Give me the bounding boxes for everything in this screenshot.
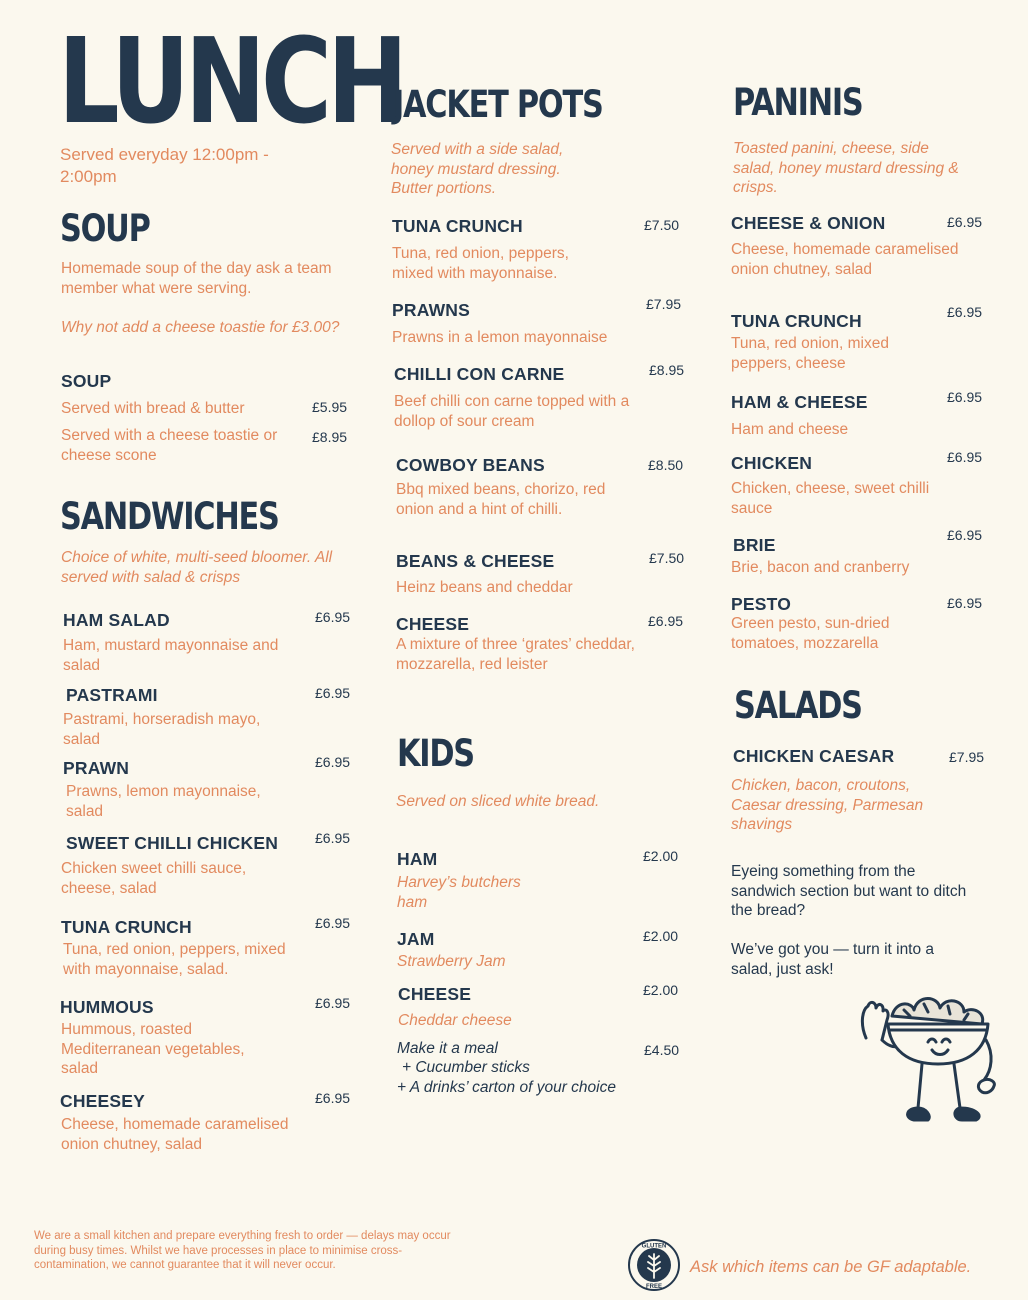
jacket-pot-price: £8.95: [649, 362, 685, 378]
sandwich-desc: Hummous, roasted Mediterranean vegetables, salad: [61, 1021, 245, 1077]
panini-desc: Cheese, homemade caramelised onion chutney, salad: [731, 241, 959, 278]
kids-item-price: £2.00: [643, 928, 679, 944]
panini-price: £6.95: [947, 389, 983, 405]
sandwich-desc: Pastrami, horseradish mayo, salad: [63, 711, 261, 748]
salad-price: £7.95: [949, 749, 985, 765]
kids-item-desc: Harvey’s butchers ham: [397, 874, 521, 911]
kids-item-name: HAM: [397, 849, 438, 869]
jacket-pot-name: BEANS & CHEESE: [396, 551, 555, 571]
kids-meal-price: £4.50: [644, 1042, 680, 1058]
jacket-pot-price: £6.95: [648, 613, 684, 629]
badge-bottom-text: FREE: [645, 1284, 663, 1290]
jacket-pot-name: CHEESE: [396, 614, 470, 634]
sandwich-desc: Cheese, homemade caramelised onion chutney, salad: [61, 1116, 289, 1153]
kids-meal-line: + A drinks’ carton of your choice: [397, 1079, 616, 1096]
paninis-heading: PANINIS: [733, 81, 863, 124]
sandwich-desc: Prawns, lemon mayonnaise, salad: [66, 783, 261, 820]
soup-option-price: £8.95: [312, 429, 348, 445]
panini-price: £6.95: [947, 449, 983, 465]
sandwich-name: TUNA CRUNCH: [61, 917, 192, 937]
served-hours: Served everyday 12:00pm - 2:00pm: [60, 145, 269, 186]
panini-desc: Chicken, cheese, sweet chilli sauce: [731, 480, 930, 517]
sandwiches-heading: SANDWICHES: [60, 495, 279, 538]
panini-price: £6.95: [947, 527, 983, 543]
jacket-pot-name: PRAWNS: [392, 300, 471, 320]
panini-price: £6.95: [947, 214, 983, 230]
sandwich-price: £6.95: [315, 915, 351, 931]
gluten-free-badge-icon: [627, 1238, 681, 1292]
allergen-disclaimer: We are a small kitchen and prepare everything fresh to order — delays may occur during busy times. Whilst we have processes in place to minimise cross-contamination, we cannot guarantee that it will never occur.: [34, 1230, 451, 1271]
sandwich-price: £6.95: [315, 830, 351, 846]
salad-note: We’ve got you — turn it into a salad, just ask!: [731, 941, 935, 978]
panini-name: CHICKEN: [731, 453, 813, 473]
sandwich-desc: Tuna, red onion, peppers, mixed with mayonnaise, salad.: [63, 941, 286, 978]
sandwiches-intro: Choice of white, multi-seed bloomer. All served with salad & crisps: [61, 549, 333, 586]
panini-desc: Ham and cheese: [731, 421, 849, 438]
soup-intro: Homemade soup of the day ask a team member what were serving.: [61, 260, 332, 297]
jacket-pot-name: COWBOY BEANS: [396, 455, 545, 475]
panini-name: TUNA CRUNCH: [731, 311, 862, 331]
soup-item-name: SOUP: [61, 371, 112, 391]
panini-desc: Green pesto, sun-dried tomatoes, mozzarella: [731, 615, 890, 652]
kids-item-name: JAM: [397, 929, 435, 949]
jacket-pot-name: TUNA CRUNCH: [392, 216, 523, 236]
kids-meal-line: + Cucumber sticks: [402, 1059, 530, 1076]
sandwich-price: £6.95: [315, 685, 351, 701]
kids-heading: KIDS: [397, 732, 474, 775]
kids-meal-title: Make it a meal: [397, 1040, 498, 1057]
panini-name: PESTO: [731, 594, 792, 614]
menu-title: LUNCH: [58, 12, 404, 150]
panini-name: BRIE: [733, 535, 776, 555]
jacket-pot-price: £7.95: [646, 296, 682, 312]
jacket-pot-desc: Heinz beans and cheddar: [396, 579, 573, 596]
sandwich-name: PASTRAMI: [66, 685, 158, 705]
kids-intro: Served on sliced white bread.: [396, 793, 600, 810]
jacket-pot-desc: Tuna, red onion, peppers, mixed with mayonnaise.: [392, 245, 569, 282]
jacket-pot-name: CHILLI CON CARNE: [394, 364, 565, 384]
kids-item-price: £2.00: [643, 848, 679, 864]
soup-heading: SOUP: [60, 207, 150, 250]
sandwich-name: SWEET CHILLI CHICKEN: [66, 833, 279, 853]
jacket-pot-price: £7.50: [644, 217, 680, 233]
panini-name: CHEESE & ONION: [731, 213, 886, 233]
salad-mascot-icon: [852, 980, 1002, 1140]
sandwich-price: £6.95: [315, 1090, 351, 1106]
sandwich-desc: Chicken sweet chilli sauce, cheese, salad: [61, 860, 247, 897]
jacket-pot-price: £8.50: [648, 457, 684, 473]
badge-top-text: GLUTEN: [641, 1243, 667, 1250]
sandwich-desc: Ham, mustard mayonnaise and salad: [63, 637, 279, 674]
gf-adaptable-note: Ask which items can be GF adaptable.: [690, 1258, 972, 1276]
kids-item-desc: Strawberry Jam: [397, 953, 506, 970]
paninis-intro: Toasted panini, cheese, side salad, honey mustard dressing & crisps.: [733, 140, 959, 196]
jacket-pots-intro: Served with a side salad, honey mustard dressing. Butter portions.: [391, 141, 564, 197]
soup-option-desc: Served with a cheese toastie or cheese scone: [61, 427, 278, 464]
sandwich-name: HUMMOUS: [60, 997, 154, 1017]
jacket-pots-heading: JACKET POTS: [393, 83, 603, 126]
kids-item-desc: Cheddar cheese: [398, 1012, 512, 1029]
kids-item-name: CHEESE: [398, 984, 472, 1004]
salads-heading: SALADS: [734, 684, 862, 727]
salad-note: Eyeing something from the sandwich section but want to ditch the bread?: [731, 863, 967, 919]
panini-desc: Tuna, red onion, mixed peppers, cheese: [731, 335, 889, 372]
kids-item-price: £2.00: [643, 982, 679, 998]
sandwich-name: HAM SALAD: [63, 610, 170, 630]
sandwich-price: £6.95: [315, 995, 351, 1011]
jacket-pot-desc: A mixture of three ‘grates’ cheddar, mozzarella, red leister: [396, 636, 635, 673]
jacket-pot-desc: Beef chilli con carne topped with a dollop of sour cream: [394, 393, 630, 430]
soup-tip: Why not add a cheese toastie for £3.00?: [61, 319, 340, 336]
soup-option-price: £5.95: [312, 399, 348, 415]
sandwich-price: £6.95: [315, 754, 351, 770]
panini-name: HAM & CHEESE: [731, 392, 868, 412]
sandwich-price: £6.95: [315, 609, 351, 625]
panini-price: £6.95: [947, 595, 983, 611]
sandwich-name: CHEESEY: [60, 1091, 146, 1111]
salad-name: CHICKEN CAESAR: [733, 746, 895, 766]
panini-price: £6.95: [947, 304, 983, 320]
soup-option-desc: Served with bread & butter: [61, 400, 245, 417]
jacket-pot-desc: Prawns in a lemon mayonnaise: [392, 329, 608, 346]
jacket-pot-price: £7.50: [649, 550, 685, 566]
panini-desc: Brie, bacon and cranberry: [731, 559, 910, 576]
salad-desc: Chicken, bacon, croutons, Caesar dressing, Parmesan shavings: [731, 777, 924, 833]
sandwich-name: PRAWN: [63, 758, 130, 778]
jacket-pot-desc: Bbq mixed beans, chorizo, red onion and a hint of chilli.: [396, 481, 606, 518]
